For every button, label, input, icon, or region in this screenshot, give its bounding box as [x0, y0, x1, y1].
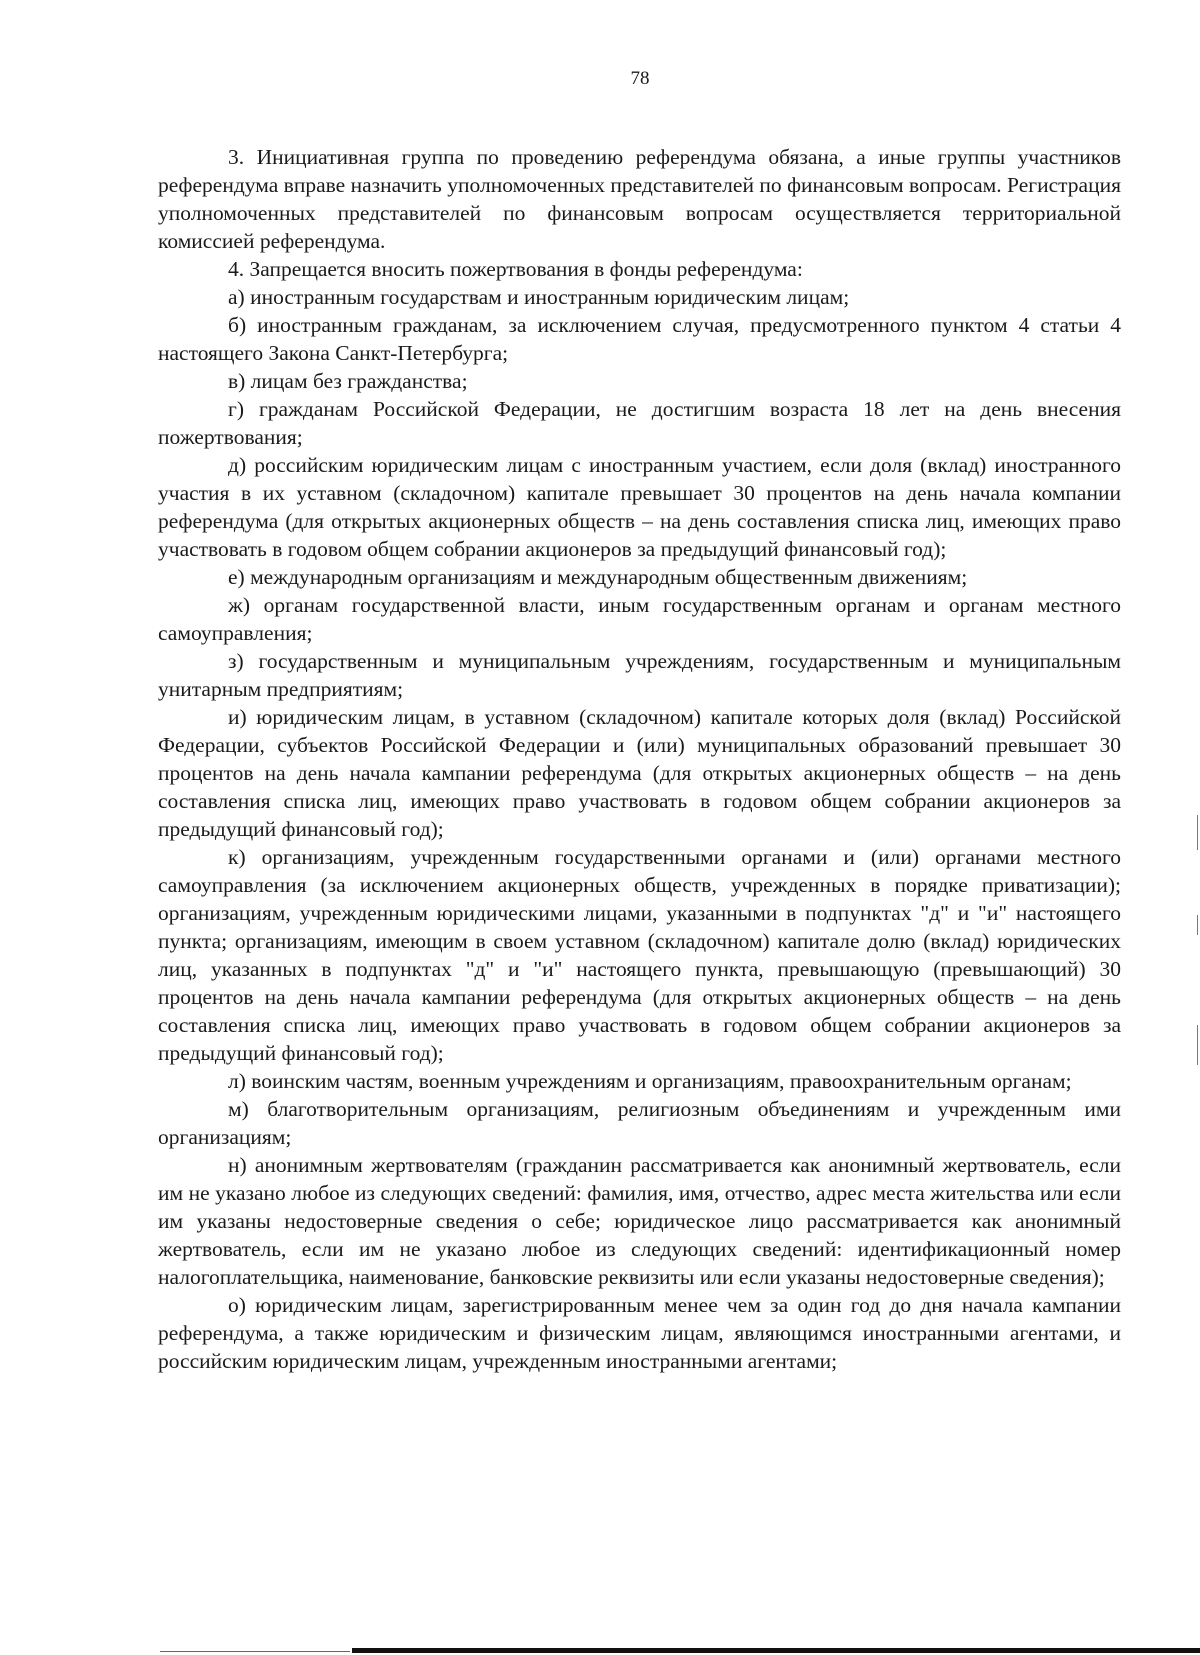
subitem-n: н) анонимным жертвователям (гражданин рассматривается как анонимный жертвователь, если им не указано любое из следующих сведений: фамилия, имя, отчество, адрес места жительства или если им указаны недостоверные сведения о себе; юридическое лицо рассматривается как анонимный жертвователь, если им не указано любое из следующих сведений: идентификационный номер налогоплательщика, наименование, банковские реквизиты или если указаны недостоверные сведения); [158, 1153, 1121, 1289]
page-number: 78 [630, 68, 650, 89]
subitem-o: о) юридическим лицам, зарегистрированным менее чем за один год до дня начала кампании референдума, а также юридическим и физическим лицам, являющимся иностранными агентами, и российским юридическим лицам, учрежденным иностранными агентами; [158, 1293, 1121, 1373]
scan-bottom-line [352, 1648, 1200, 1653]
subitem-k: к) организациям, учрежденным государственными органами и (или) органами местного самоуправления (за исключением акционерных обществ, учрежденных в порядке приватизации); организациям, учрежденным юридическими лицами, указанными в подпунктах "д" и "и" настоящего пункта; организациям, имеющим в своем уставном (складочном) капитале долю (вклад) юридических лиц, указанных в подпунктах "д" и "и" настоящего пункта, превышающую (превышающий) 30 процентов на день начала кампании референдума (для открытых акционерных обществ – на день составления списка лиц, имеющих право участвовать в годовом общем собрании акционеров за предыдущий финансовый год); [158, 845, 1121, 1065]
document-body [158, 143, 1121, 1375]
subitem-d: д) российским юридическим лицам с иностранным участием, если доля (вклад) иностранного участия в их уставном (складочном) капитале превышает 30 процентов на день начала компании референдума (для открытых акционерных обществ – на день составления списка лиц, имеющих право участвовать в годовом общем собрании акционеров за предыдущий финансовый год); [158, 453, 1121, 561]
subitem-g: г) гражданам Российской Федерации, не достигшим возраста 18 лет на день внесения пожертвования; [158, 397, 1121, 449]
paragraph-4: 4. Запрещается вносить пожертвования в фонды референдума: [228, 257, 803, 281]
subitem-z: з) государственным и муниципальным учреждениям, государственным и муниципальным унитарным предприятиям; [158, 649, 1121, 701]
scan-edge-marks [1194, 815, 1200, 1115]
subitem-zh: ж) органам государственной власти, иным государственным органам и органам местного самоуправления; [158, 593, 1121, 645]
subitem-a: а) иностранным государствам и иностранным юридическим лицам; [228, 285, 850, 309]
scan-bottom-line-thin [160, 1651, 350, 1652]
subitem-v: в) лицам без гражданства; [228, 369, 468, 393]
subitem-l: л) воинским частям, военным учреждениям и организациям, правоохранительным органам; [228, 1069, 1072, 1093]
subitem-i: и) юридическим лицам, в уставном (складочном) капитале которых доля (вклад) Российской Федерации, субъектов Российской Федерации и (или) муниципальных образований превышает 30 процентов на день начала кампании референдума (для открытых акционерных обществ – на день составления списка лиц, имеющих право участвовать в годовом общем собрании акционеров за предыдущий финансовый год); [158, 705, 1121, 841]
subitem-e: е) международным организациям и международным общественным движениям; [228, 565, 968, 589]
subitem-b: б) иностранным гражданам, за исключением случая, предусмотренного пунктом 4 статьи 4 настоящего Закона Санкт-Петербурга; [158, 313, 1121, 365]
subitem-m: м) благотворительным организациям, религиозным объединениям и учрежденным ими организациям; [158, 1097, 1121, 1149]
paragraph-3: 3. Инициативная группа по проведению референдума обязана, а иные группы участников референдума вправе назначить уполномоченных представителей по финансовым вопросам. Регистрация уполномоченных представителей по финансовым вопросам осуществляется территориальной комиссией референдума. [158, 145, 1121, 253]
